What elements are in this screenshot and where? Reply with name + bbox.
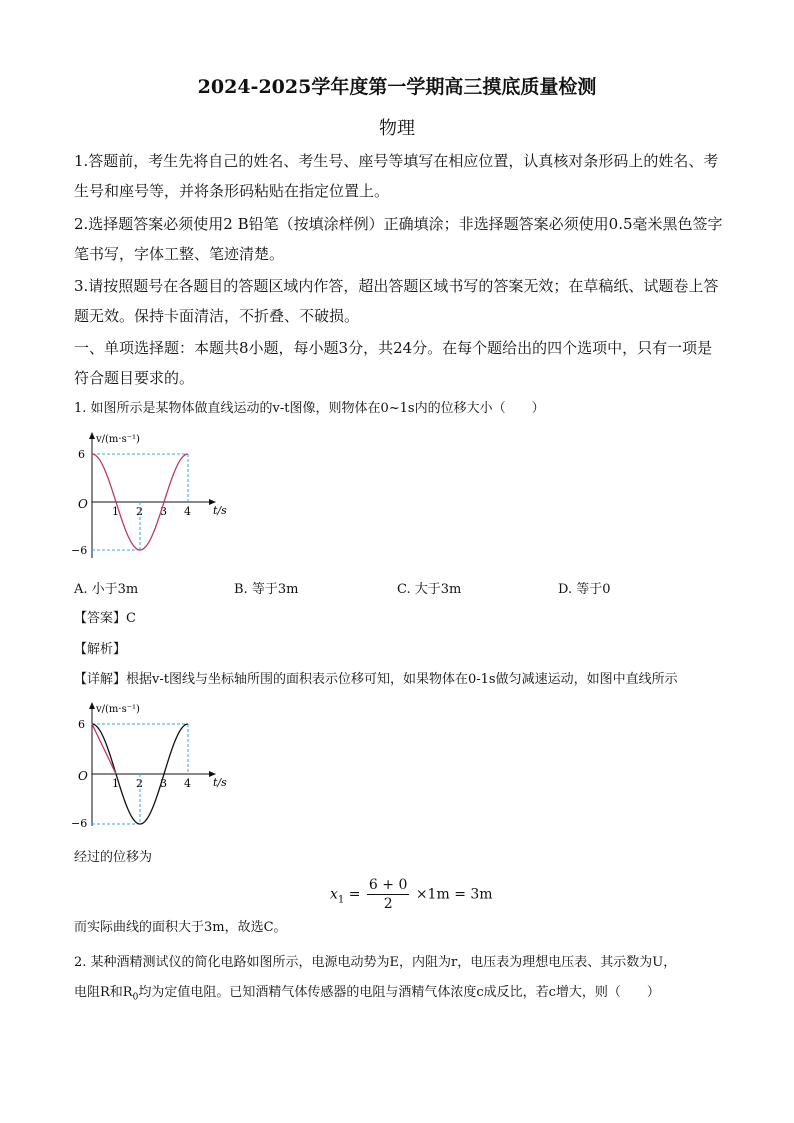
formula-result: ×1m = 3m <box>415 886 493 903</box>
x-axis-label: t/s <box>213 504 227 517</box>
ytick-neg6: −6 <box>71 544 88 557</box>
formula-variable: x <box>330 886 338 903</box>
conclusion-line: 而实际曲线的面积大于3m，故选C。 <box>74 920 287 935</box>
option-b: B. 等于3m <box>234 582 299 597</box>
answer-line: 【答案】C <box>74 611 136 626</box>
xtick-2: 2 <box>136 505 143 518</box>
xtick-4: 4 <box>184 777 191 790</box>
xtick-2: 2 <box>136 777 143 790</box>
formula-fraction <box>367 876 409 913</box>
section-heading: 一、单项选择题：本题共8小题，每小题3分，共24分。在每个题给出的四个选项中，只有一项是符合题目要求的。 <box>74 339 713 387</box>
xtick-1: 1 <box>112 505 119 518</box>
option-d: D. 等于0 <box>558 582 611 597</box>
y-axis-label: v/(m·s⁻¹) <box>96 704 140 715</box>
detail-line: 【详解】根据v-t图线与坐标轴所围的面积表示位移可知，如果物体在0-1s做匀减速运动，如图中直线所示 <box>74 672 678 687</box>
analysis-heading: 【解析】 <box>74 642 127 657</box>
displacement-text: 经过的位移为 <box>74 850 153 865</box>
option-c: C. 大于3m <box>397 582 462 597</box>
instruction-2: 2.选择题答案必须使用2 B铅笔（按填涂样例）正确填涂；非选择题答案必须使用0.5毫米黑色签字笔书写，字体工整、笔迹清楚。 <box>74 215 723 263</box>
xtick-3: 3 <box>160 505 167 518</box>
origin-label: O <box>78 497 88 511</box>
formula-subscript: 1 <box>337 894 345 906</box>
fraction-numerator: 6 + 0 <box>368 877 408 893</box>
question-2-line-2: 电阻R和$R_0$均为定值电阻。已知酒精气体传感器的电阻与酒精气体浓度c成反比，若c增大，则（ ） <box>74 985 660 1003</box>
xtick-1: 1 <box>112 777 119 790</box>
x-axis-label: t/s <box>213 776 227 789</box>
exam-title: 2024-2025学年度第一学期高三摸底质量检测 <box>197 76 597 98</box>
question-2-line-1: 2. 某种酒精测试仪的简化电路如图所示，电源电动势为E，内阻为r，电压表为理想电压表、其示数为U， <box>74 955 677 970</box>
question-1-stem: 1. 如图所示是某物体做直线运动的v-t图像，则物体在0~1s内的位移大小（ ） <box>74 401 545 416</box>
instruction-1: 1.答题前，考生先将自己的姓名、考生号、座号等填写在相应位置，认真核对条形码上的姓名、考生号和座号等，并将条形码粘贴在指定位置上。 <box>74 152 719 200</box>
displacement-formula: $x_1$ = $\frac{6 + 0}{2}$ ×1m = 3m <box>330 877 493 912</box>
origin-label: O <box>78 769 88 783</box>
y-axis-label: v/(m·s⁻¹) <box>96 434 140 445</box>
xtick-3: 3 <box>160 777 167 790</box>
y-axis-arrow <box>89 432 95 439</box>
ytick-6: 6 <box>78 718 85 731</box>
xtick-4: 4 <box>184 505 191 518</box>
instruction-3: 3.请按照题号在各题目的答题区域内作答，超出答题区域书写的答案无效；在草稿纸、试题卷上答题无效。保持卡面清洁，不折叠、不破损。 <box>74 277 719 325</box>
ytick-6: 6 <box>78 448 85 461</box>
fraction-denominator: 2 <box>383 896 393 912</box>
uniform-deceleration-line <box>92 724 116 774</box>
ytick-neg6: −6 <box>71 817 88 830</box>
option-a: A. 小于3m <box>74 582 139 597</box>
subject-title: 物理 <box>379 118 415 139</box>
vt-graph-2 <box>70 698 270 832</box>
y-axis-arrow <box>89 702 95 709</box>
vt-graph-1 <box>70 428 270 566</box>
